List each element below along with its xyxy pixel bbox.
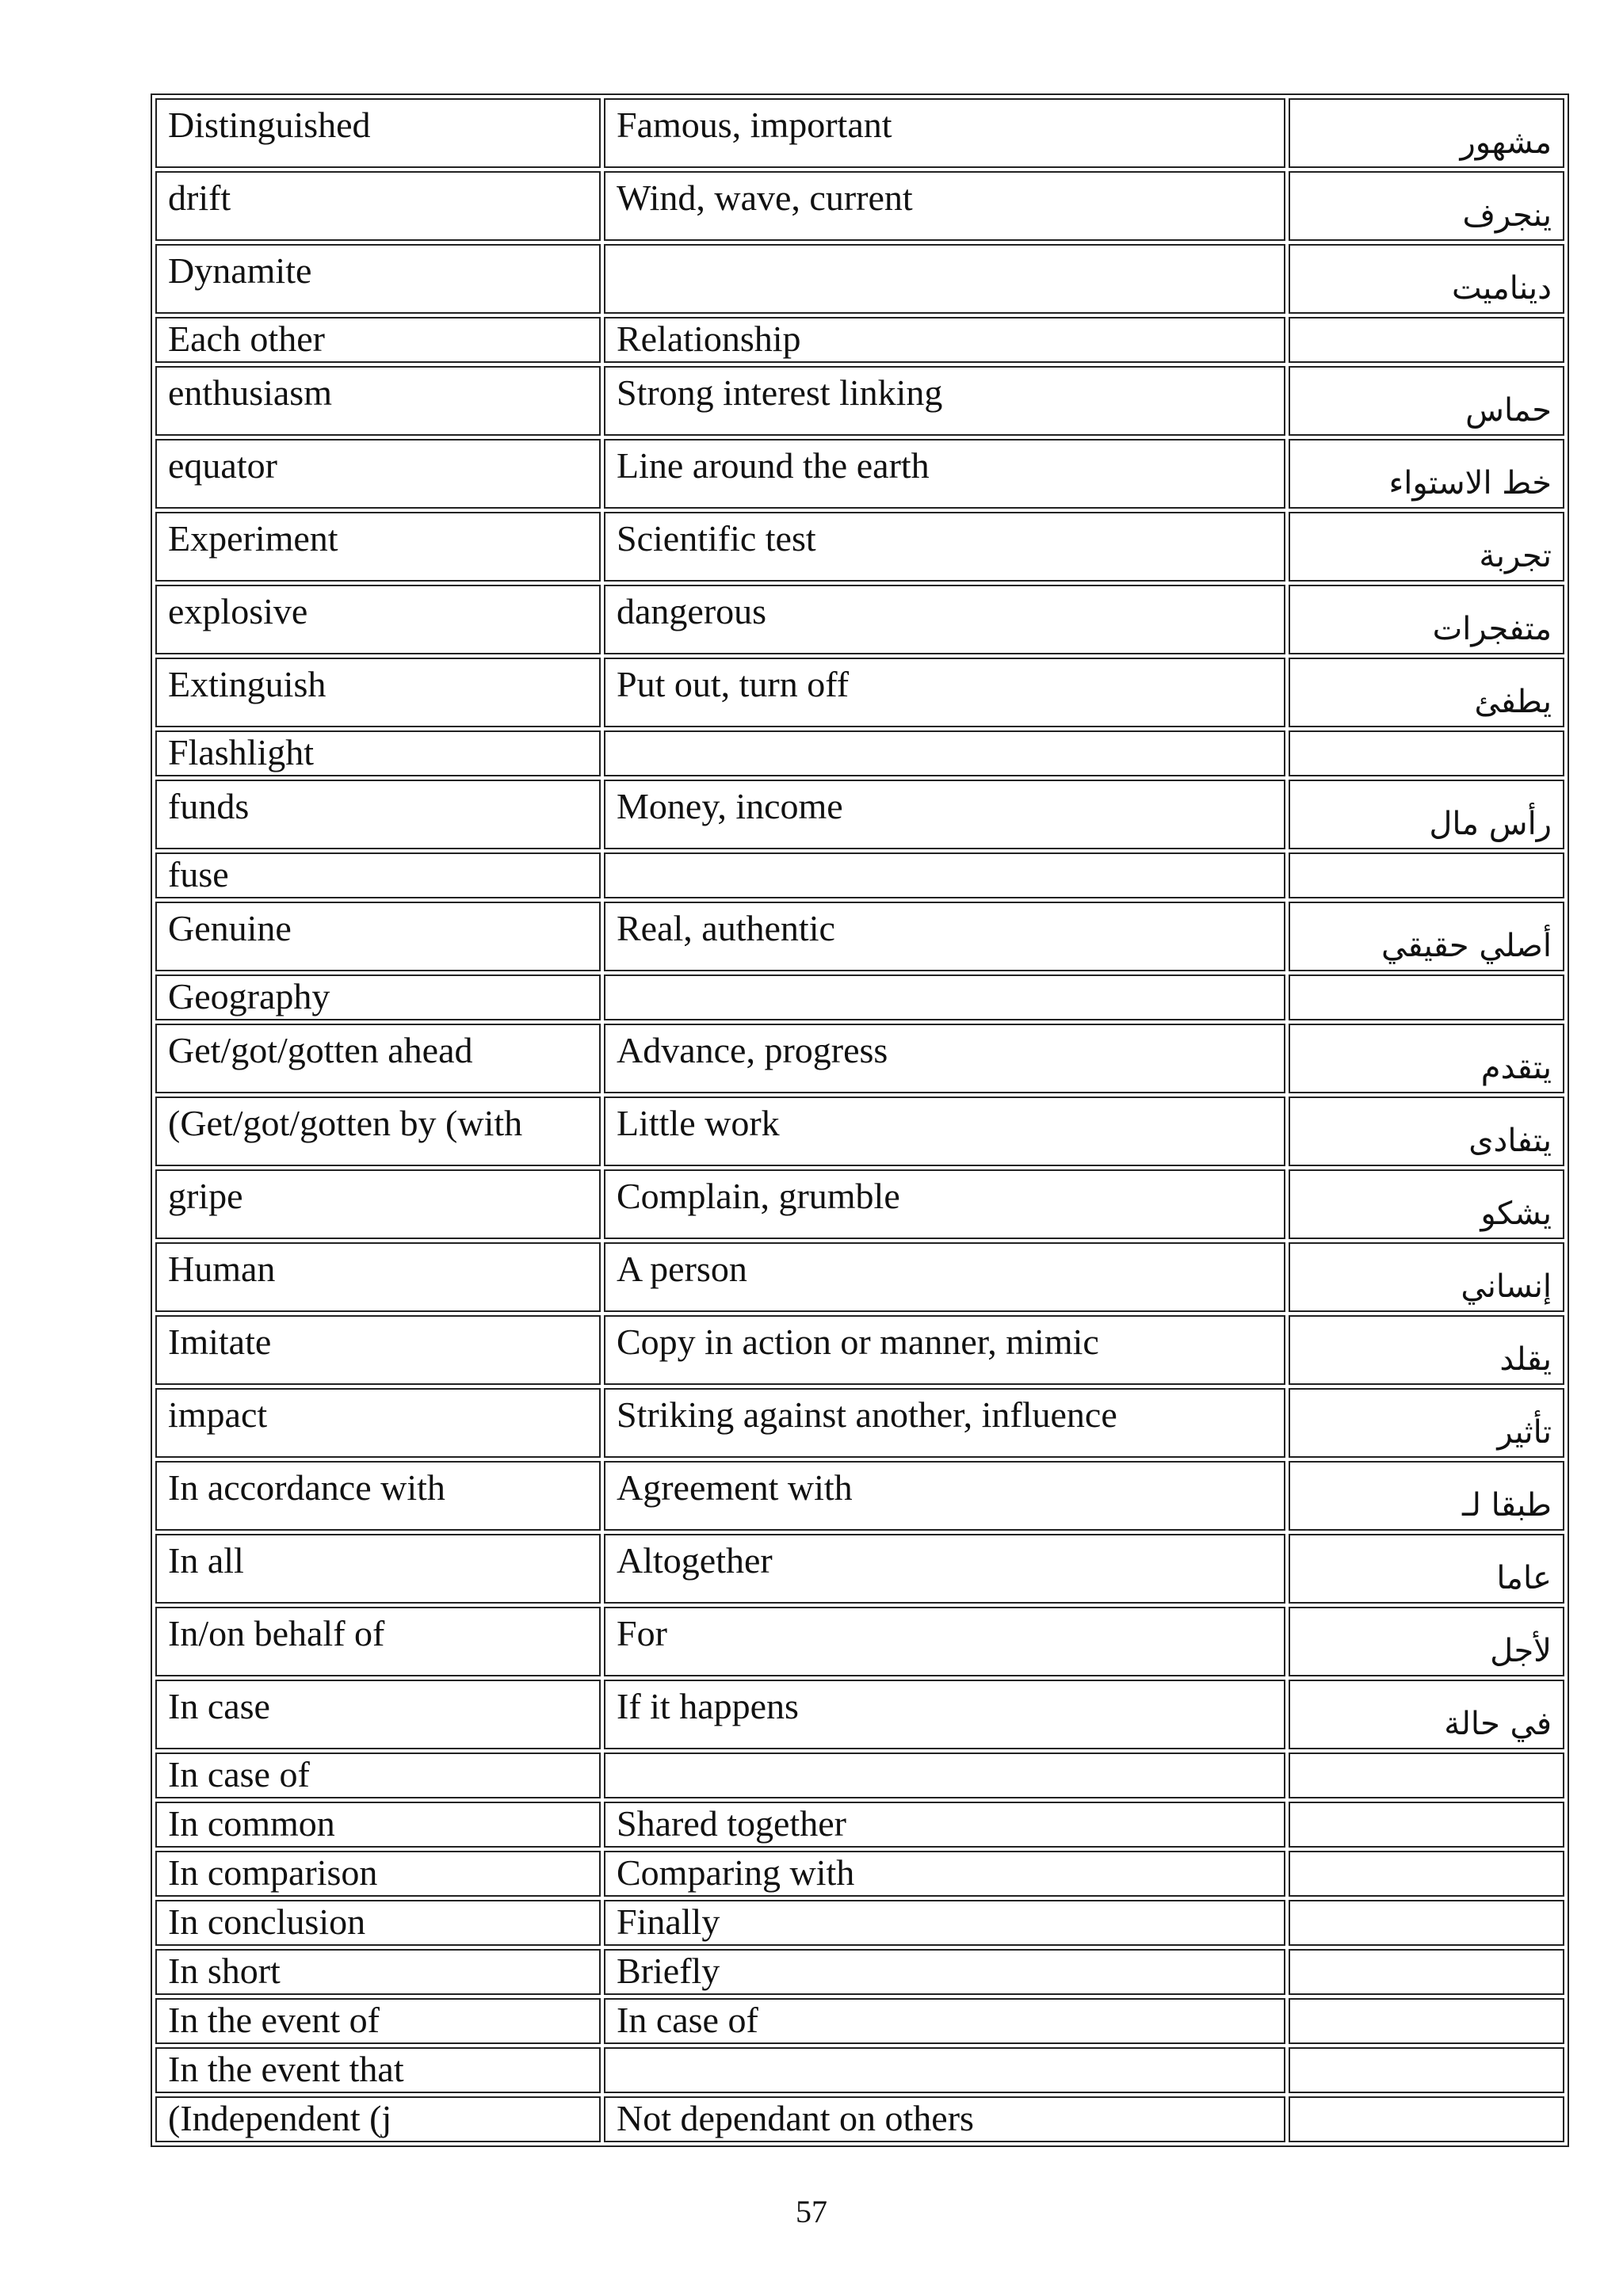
english-word-cell: equator [155, 439, 601, 509]
arabic-translation-cell: في حالة [1289, 1680, 1564, 1749]
table-row [155, 658, 1564, 727]
english-word-cell: In/on behalf of [155, 1607, 601, 1676]
definition-cell: Money, income [604, 780, 1285, 849]
english-word-cell: Dynamite [155, 244, 601, 314]
arabic-translation-cell: تجربة [1289, 512, 1564, 582]
arabic-translation-cell [1289, 317, 1564, 363]
definition-cell: Shared together [604, 1802, 1285, 1848]
arabic-translation-cell: ديناميت [1289, 244, 1564, 314]
definition-cell [604, 1753, 1285, 1798]
arabic-translation-cell: ينجرف [1289, 171, 1564, 241]
table-row [155, 1315, 1564, 1385]
definition-cell: A person [604, 1242, 1285, 1312]
definition-cell [604, 2047, 1285, 2093]
english-word-cell: Imitate [155, 1315, 601, 1385]
english-word-cell: Experiment [155, 512, 601, 582]
definition-cell: Little work [604, 1097, 1285, 1166]
arabic-translation-cell: حماس [1289, 366, 1564, 436]
english-word-cell: In comparison [155, 1851, 601, 1897]
table-row [155, 98, 1564, 168]
english-word-cell: Flashlight [155, 730, 601, 776]
vocabulary-table-body [155, 98, 1564, 2142]
table-row [155, 1242, 1564, 1312]
english-word-cell: Get/got/gotten ahead [155, 1024, 601, 1093]
definition-cell: Scientific test [604, 512, 1285, 582]
arabic-translation-cell: يقلد [1289, 1315, 1564, 1385]
definition-cell: Agreement with [604, 1461, 1285, 1531]
arabic-translation-cell: خط الاستواء [1289, 439, 1564, 509]
definition-cell: Copy in action or manner, mimic [604, 1315, 1285, 1385]
english-word-cell: Genuine [155, 902, 601, 971]
english-word-cell: fuse [155, 852, 601, 898]
table-row [155, 1169, 1564, 1239]
arabic-translation-cell [1289, 1900, 1564, 1946]
table-row [155, 780, 1564, 849]
arabic-translation-cell: يتفادى [1289, 1097, 1564, 1166]
english-word-cell: enthusiasm [155, 366, 601, 436]
table-row [155, 317, 1564, 363]
english-word-cell: In the event that [155, 2047, 601, 2093]
definition-cell: Striking against another, influence [604, 1388, 1285, 1458]
arabic-translation-cell [1289, 1949, 1564, 1995]
arabic-translation-cell [1289, 1998, 1564, 2044]
table-row [155, 1534, 1564, 1604]
definition-cell: dangerous [604, 585, 1285, 654]
table-row [155, 1851, 1564, 1897]
english-word-cell: explosive [155, 585, 601, 654]
english-word-cell: In conclusion [155, 1900, 601, 1946]
english-word-cell: In all [155, 1534, 601, 1604]
table-row [155, 902, 1564, 971]
table-row [155, 1900, 1564, 1946]
table-row [155, 1802, 1564, 1848]
definition-cell: Line around the earth [604, 439, 1285, 509]
arabic-translation-cell: متفجرات [1289, 585, 1564, 654]
english-word-cell: Human [155, 1242, 601, 1312]
arabic-translation-cell: يشكو [1289, 1169, 1564, 1239]
english-word-cell: Geography [155, 974, 601, 1020]
english-word-cell: In accordance with [155, 1461, 601, 1531]
table-row [155, 171, 1564, 241]
definition-cell [604, 852, 1285, 898]
page-number: 57 [796, 2194, 827, 2229]
table-row [155, 1024, 1564, 1093]
definition-cell: Famous, important [604, 98, 1285, 168]
table-row [155, 512, 1564, 582]
table-row [155, 366, 1564, 436]
arabic-translation-cell [1289, 1851, 1564, 1897]
arabic-translation-cell: يطفئ [1289, 658, 1564, 727]
definition-cell: Strong interest linking [604, 366, 1285, 436]
definition-cell: Finally [604, 1900, 1285, 1946]
arabic-translation-cell: إنساني [1289, 1242, 1564, 1312]
table-row [155, 1607, 1564, 1676]
arabic-translation-cell [1289, 2096, 1564, 2142]
table-row [155, 1998, 1564, 2044]
arabic-translation-cell: يتقدم [1289, 1024, 1564, 1093]
definition-cell: In case of [604, 1998, 1285, 2044]
definition-cell: If it happens [604, 1680, 1285, 1749]
definition-cell: Real, authentic [604, 902, 1285, 971]
table-row [155, 244, 1564, 314]
table-row [155, 1097, 1564, 1166]
english-word-cell: gripe [155, 1169, 601, 1239]
definition-cell [604, 730, 1285, 776]
table-row [155, 439, 1564, 509]
table-row [155, 2096, 1564, 2142]
arabic-translation-cell: طبقا لـ [1289, 1461, 1564, 1531]
english-word-cell: drift [155, 171, 601, 241]
table-row [155, 585, 1564, 654]
definition-cell [604, 974, 1285, 1020]
definition-cell: Comparing with [604, 1851, 1285, 1897]
definition-cell: Relationship [604, 317, 1285, 363]
vocabulary-table [151, 93, 1569, 2147]
definition-cell: Complain, grumble [604, 1169, 1285, 1239]
english-word-cell: Extinguish [155, 658, 601, 727]
table-row [155, 1461, 1564, 1531]
table-row [155, 1949, 1564, 1995]
table-row [155, 2047, 1564, 2093]
definition-cell: Altogether [604, 1534, 1285, 1604]
definition-cell: Briefly [604, 1949, 1285, 1995]
arabic-translation-cell [1289, 852, 1564, 898]
english-word-cell: impact [155, 1388, 601, 1458]
definition-cell: Not dependant on others [604, 2096, 1285, 2142]
english-word-cell: In the event of [155, 1998, 601, 2044]
arabic-translation-cell: عاما [1289, 1534, 1564, 1604]
arabic-translation-cell: لأجل [1289, 1607, 1564, 1676]
english-word-cell: In case [155, 1680, 601, 1749]
table-row [155, 974, 1564, 1020]
arabic-translation-cell [1289, 1802, 1564, 1848]
definition-cell: Put out, turn off [604, 658, 1285, 727]
definition-cell: Wind, wave, current [604, 171, 1285, 241]
arabic-translation-cell: رأس مال [1289, 780, 1564, 849]
english-word-cell: In common [155, 1802, 601, 1848]
table-row [155, 1753, 1564, 1798]
arabic-translation-cell: مشهور [1289, 98, 1564, 168]
definition-cell [604, 244, 1285, 314]
arabic-translation-cell [1289, 1753, 1564, 1798]
table-row [155, 1388, 1564, 1458]
table-row [155, 730, 1564, 776]
english-word-cell: (Independent (j [155, 2096, 601, 2142]
english-word-cell: (Get/got/gotten by (with [155, 1097, 601, 1166]
english-word-cell: Distinguished [155, 98, 601, 168]
english-word-cell: Each other [155, 317, 601, 363]
arabic-translation-cell: أصلي حقيقي [1289, 902, 1564, 971]
english-word-cell: funds [155, 780, 601, 849]
english-word-cell: In short [155, 1949, 601, 1995]
definition-cell: Advance, progress [604, 1024, 1285, 1093]
table-row [155, 1680, 1564, 1749]
arabic-translation-cell: تأثير [1289, 1388, 1564, 1458]
table-row [155, 852, 1564, 898]
arabic-translation-cell [1289, 2047, 1564, 2093]
english-word-cell: In case of [155, 1753, 601, 1798]
arabic-translation-cell [1289, 974, 1564, 1020]
definition-cell: For [604, 1607, 1285, 1676]
arabic-translation-cell [1289, 730, 1564, 776]
